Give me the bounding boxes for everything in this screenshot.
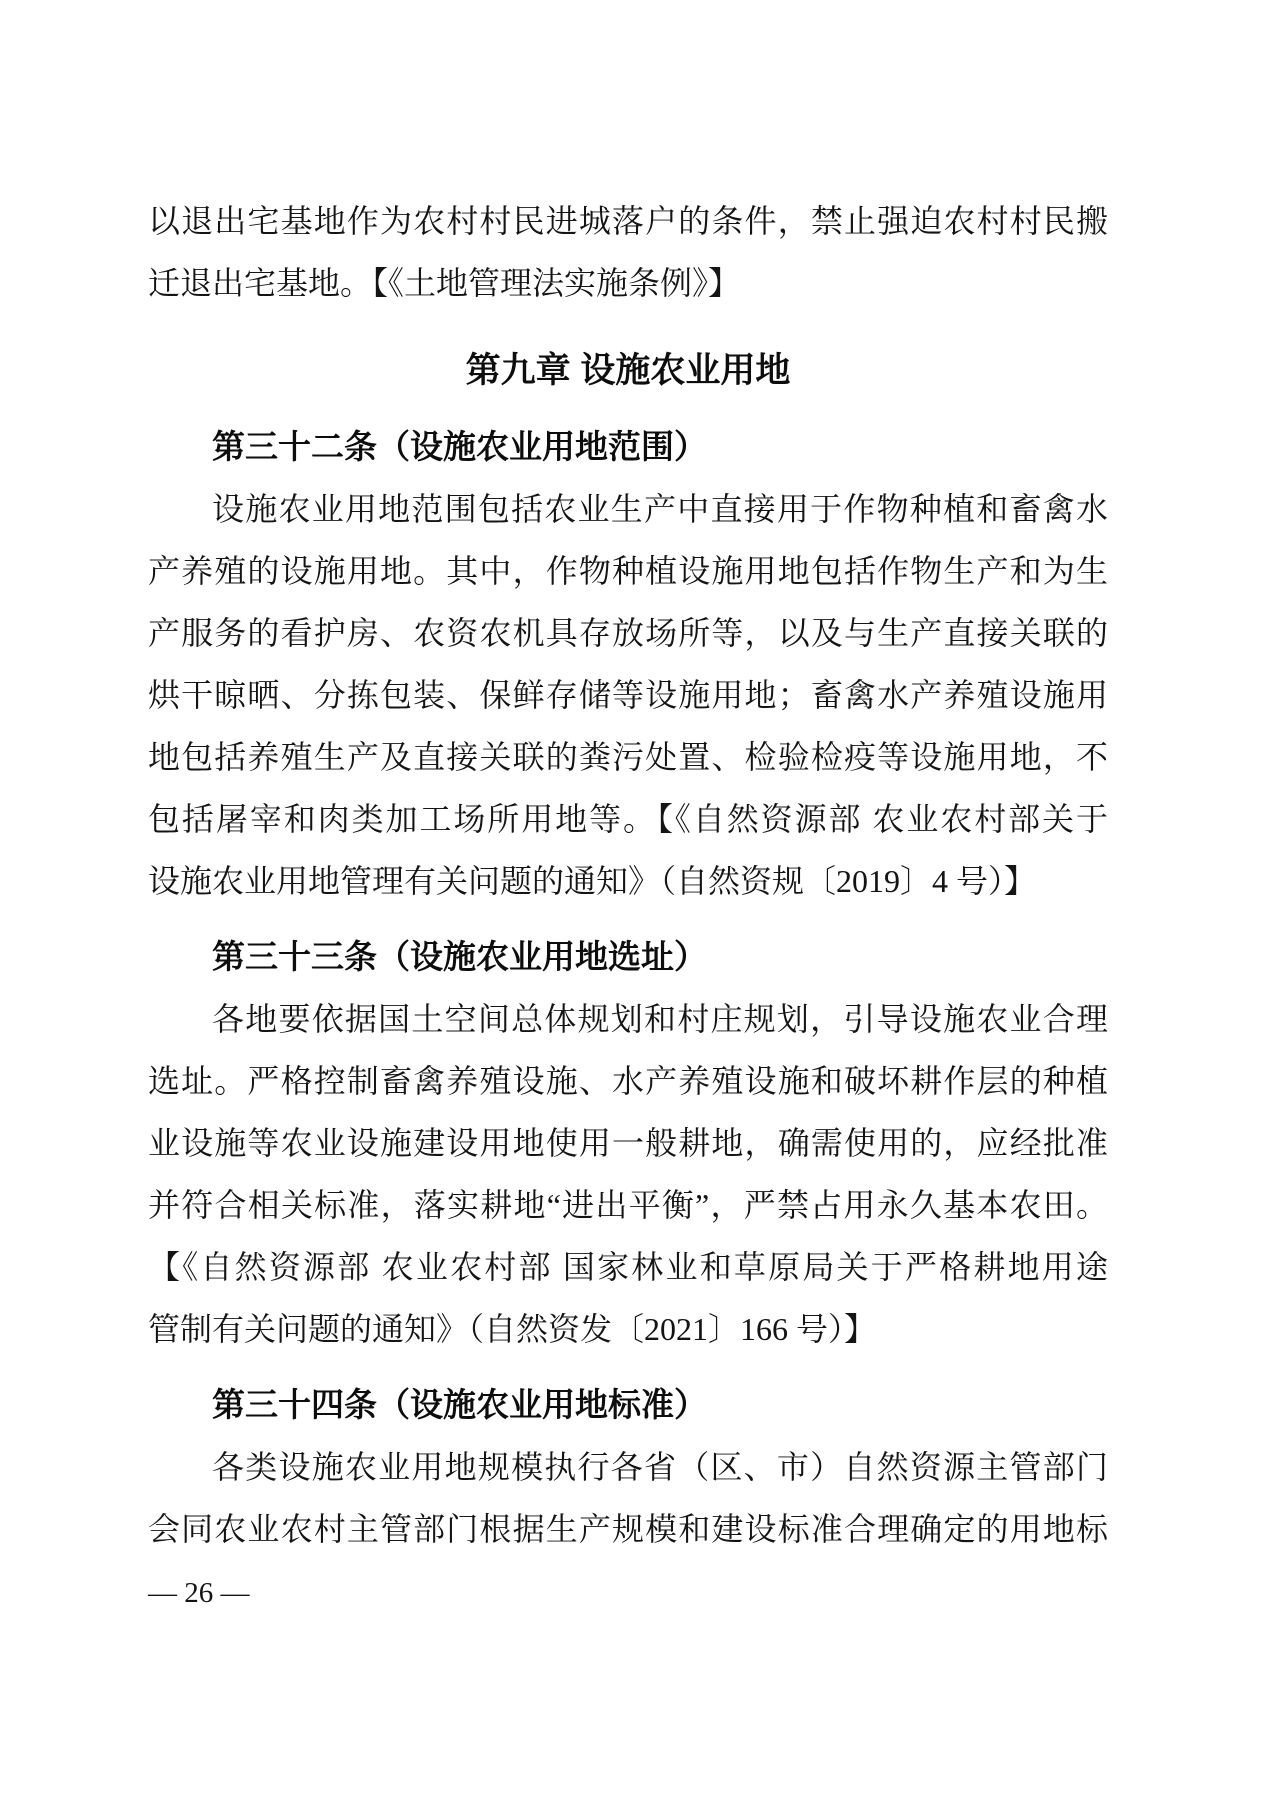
text-line: 各地要依据国土空间总体规划和村庄规划，引导设施农业合理 (212, 1001, 1108, 1037)
text-line: 管制有关问题的通知》（自然资发〔2021〕166 号）】 (148, 1311, 877, 1347)
text-line: 设施农业用地管理有关问题的通知》（自然资规〔2019〕4 号）】 (148, 863, 1037, 899)
text-line: 迁退出宅基地。【《土地管理法实施条例》】 (148, 265, 741, 301)
article-32-body (148, 478, 1108, 912)
paragraph-continuation (148, 190, 1108, 314)
text-line: 产服务的看护房、农资农机具存放场所等，以及与生产直接关联的 (148, 615, 1108, 651)
page-number: — 26 — (148, 1577, 250, 1609)
text-line: 地包括养殖生产及直接关联的粪污处置、检验检疫等设施用地，不 (148, 739, 1108, 775)
text-line: 会同农业农村主管部门根据生产规模和建设标准合理确定的用地标 (148, 1511, 1108, 1547)
text-line: 以退出宅基地作为农村村民进城落户的条件，禁止强迫农村村民搬 (148, 203, 1108, 239)
article-33-heading: 第三十三条（设施农业用地选址） (212, 938, 707, 975)
text-line: 设施农业用地范围包括农业生产中直接用于作物种植和畜禽水 (212, 491, 1108, 527)
text-line: 各类设施农业用地规模执行各省（区、市）自然资源主管部门 (212, 1449, 1108, 1485)
text-line: 并符合相关标准，落实耕地“进出平衡”，严禁占用永久基本农田。 (148, 1187, 1108, 1223)
text-line: 包括屠宰和肉类加工场所用地等。【《自然资源部 农业农村部关于 (148, 801, 1108, 837)
text-line: 选址。严格控制畜禽养殖设施、水产养殖设施和破坏耕作层的种植 (148, 1063, 1108, 1099)
text-line: 业设施等农业设施建设用地使用一般耕地，确需使用的，应经批准 (148, 1125, 1108, 1161)
text-line: 烘干晾晒、分拣包装、保鲜存储等设施用地；畜禽水产养殖设施用 (148, 677, 1108, 713)
text-line: 【《自然资源部 农业农村部 国家林业和草原局关于严格耕地用途 (148, 1249, 1108, 1285)
article-32-heading: 第三十二条（设施农业用地范围） (212, 428, 707, 465)
text-line: 产养殖的设施用地。其中，作物种植设施用地包括作物生产和为生 (148, 553, 1108, 589)
article-34-body (148, 1436, 1108, 1560)
article-33-body (148, 988, 1108, 1360)
article-34-heading: 第三十四条（设施农业用地标准） (212, 1386, 707, 1423)
chapter-heading: 第九章 设施农业用地 (465, 351, 791, 390)
